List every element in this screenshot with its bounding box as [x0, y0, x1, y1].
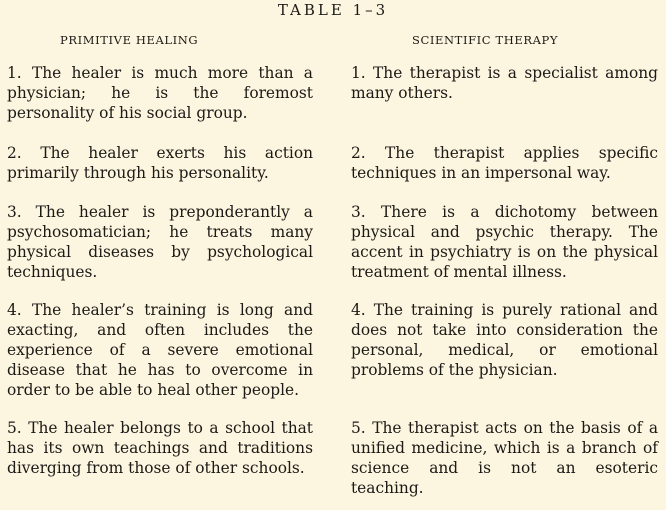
scientific-therapy-item-1: 1. The therapist is a specialist among many others. — [351, 64, 658, 102]
primitive-healing-item-5: 5. The healer belongs to a school that has its own teachings and traditions diverging from those of other schools. — [7, 419, 313, 477]
column-header-scientific-therapy: SCIENTIFIC THERAPY — [412, 33, 559, 47]
scientific-therapy-item-5: 5. The therapist acts on the basis of a unified medicine, which is a branch of science and is not an esoteric teaching. — [351, 419, 658, 497]
table-title: TABLE 1–3 — [277, 1, 389, 19]
column-header-primitive-healing: PRIMITIVE HEALING — [60, 33, 199, 47]
primitive-healing-item-2: 2. The healer exerts his action primarily through his personality. — [7, 144, 313, 182]
scientific-therapy-item-3: 3. There is a dichotomy between physical and psychic therapy. The accent in psychiatry is on the physical treatment of mental illness. — [351, 203, 658, 281]
scientific-therapy-item-2: 2. The therapist applies specific techniques in an impersonal way. — [351, 144, 658, 182]
primitive-healing-item-4: 4. The healer’s training is long and exacting, and often includes the experience of a severe emotional disease that he has to overcome in order to be able to heal other people. — [7, 301, 313, 399]
primitive-healing-item-1: 1. The healer is much more than a physician; he is the foremost personality of his social group. — [7, 64, 313, 122]
primitive-healing-item-3: 3. The healer is preponderantly a psychosomatician; he treats many physical diseases by psychological techniques. — [7, 203, 313, 281]
scientific-therapy-item-4: 4. The training is purely rational and does not take into consideration the personal, medical, or emotional problems of the physician. — [351, 301, 658, 379]
